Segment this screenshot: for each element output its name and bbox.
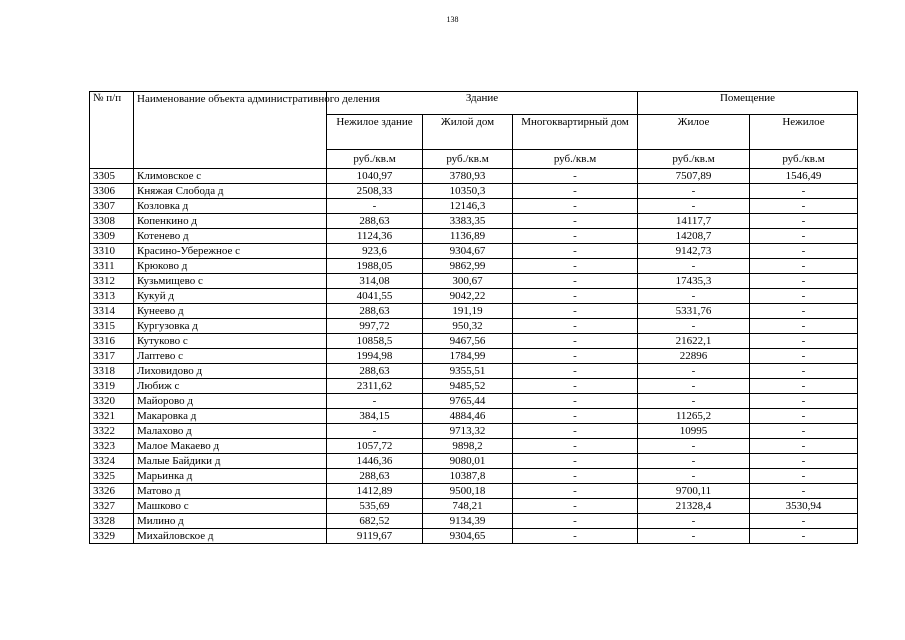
table-row (90, 409, 858, 424)
nonresidential-premises-price: - (750, 439, 858, 454)
apartment-building-price: - (513, 349, 638, 364)
residential-house-price: 9765,44 (423, 394, 513, 409)
residential-house-price: 300,67 (423, 274, 513, 289)
nonresidential-premises-price: - (750, 214, 858, 229)
apartment-building-price: - (513, 214, 638, 229)
table-body (90, 169, 858, 544)
row-number: 3312 (90, 274, 134, 289)
header-nonresidential-premises: Нежилое (750, 115, 858, 150)
object-name: Княжая Слобода д (134, 184, 327, 199)
nonresidential-premises-price: - (750, 289, 858, 304)
row-number: 3311 (90, 259, 134, 274)
object-name: Машково с (134, 499, 327, 514)
apartment-building-price: - (513, 229, 638, 244)
apartment-building-price: - (513, 394, 638, 409)
residential-house-price: 9304,65 (423, 529, 513, 544)
object-name: Любиж с (134, 379, 327, 394)
nonresidential-premises-price: - (750, 274, 858, 289)
nonresidential-building-price: 1040,97 (327, 169, 423, 184)
object-name: Лиховидово д (134, 364, 327, 379)
residential-house-price: 3383,35 (423, 214, 513, 229)
nonresidential-building-price: 997,72 (327, 319, 423, 334)
residential-house-price: 9500,18 (423, 484, 513, 499)
row-number: 3308 (90, 214, 134, 229)
residential-premises-price: - (638, 364, 750, 379)
residential-premises-price: - (638, 319, 750, 334)
apartment-building-price: - (513, 529, 638, 544)
object-name: Милино д (134, 514, 327, 529)
nonresidential-building-price: 1994,98 (327, 349, 423, 364)
residential-premises-price: 21622,1 (638, 334, 750, 349)
residential-premises-price: 5331,76 (638, 304, 750, 319)
residential-premises-price: 14208,7 (638, 229, 750, 244)
residential-premises-price: 21328,4 (638, 499, 750, 514)
apartment-building-price: - (513, 274, 638, 289)
nonresidential-building-price: 288,63 (327, 364, 423, 379)
nonresidential-building-price: 1124,36 (327, 229, 423, 244)
nonresidential-building-price: - (327, 424, 423, 439)
table-row (90, 379, 858, 394)
nonresidential-premises-price: - (750, 184, 858, 199)
apartment-building-price: - (513, 304, 638, 319)
object-name: Марьинка д (134, 469, 327, 484)
nonresidential-premises-price: - (750, 334, 858, 349)
row-number: 3316 (90, 334, 134, 349)
residential-premises-price: - (638, 529, 750, 544)
header-premises: Помещение (638, 92, 858, 115)
apartment-building-price: - (513, 289, 638, 304)
nonresidential-premises-price: 1546,49 (750, 169, 858, 184)
row-number: 3317 (90, 349, 134, 364)
residential-house-price: 1784,99 (423, 349, 513, 364)
header-building: Здание (327, 92, 638, 115)
table-row (90, 454, 858, 469)
apartment-building-price: - (513, 199, 638, 214)
apartment-building-price: - (513, 514, 638, 529)
residential-premises-price: 22896 (638, 349, 750, 364)
row-number: 3327 (90, 499, 134, 514)
nonresidential-building-price: 1057,72 (327, 439, 423, 454)
object-name: Кукуй д (134, 289, 327, 304)
row-number: 3324 (90, 454, 134, 469)
residential-house-price: 9355,51 (423, 364, 513, 379)
row-number: 3320 (90, 394, 134, 409)
nonresidential-premises-price: - (750, 199, 858, 214)
nonresidential-building-price: 288,63 (327, 214, 423, 229)
row-number: 3323 (90, 439, 134, 454)
residential-premises-price: - (638, 259, 750, 274)
row-number: 3328 (90, 514, 134, 529)
table-row (90, 244, 858, 259)
nonresidential-building-price: 10858,5 (327, 334, 423, 349)
object-name: Климовское с (134, 169, 327, 184)
apartment-building-price: - (513, 244, 638, 259)
apartment-building-price: - (513, 169, 638, 184)
apartment-building-price: - (513, 454, 638, 469)
nonresidential-premises-price: - (750, 229, 858, 244)
residential-premises-price: - (638, 289, 750, 304)
row-number: 3319 (90, 379, 134, 394)
table-row (90, 439, 858, 454)
table-row (90, 229, 858, 244)
row-number: 3306 (90, 184, 134, 199)
table-row (90, 499, 858, 514)
nonresidential-premises-price: 3530,94 (750, 499, 858, 514)
nonresidential-building-price: 2508,33 (327, 184, 423, 199)
apartment-building-price: - (513, 484, 638, 499)
table-row (90, 274, 858, 289)
nonresidential-premises-price: - (750, 514, 858, 529)
residential-premises-price: - (638, 454, 750, 469)
apartment-building-price: - (513, 364, 638, 379)
object-name: Кунеево д (134, 304, 327, 319)
nonresidential-building-price: 4041,55 (327, 289, 423, 304)
row-number: 3326 (90, 484, 134, 499)
row-number: 3315 (90, 319, 134, 334)
residential-premises-price: - (638, 379, 750, 394)
residential-house-price: 9862,99 (423, 259, 513, 274)
nonresidential-premises-price: - (750, 244, 858, 259)
row-number: 3314 (90, 304, 134, 319)
residential-premises-price: 7507,89 (638, 169, 750, 184)
residential-premises-price: - (638, 199, 750, 214)
table-row (90, 364, 858, 379)
apartment-building-price: - (513, 499, 638, 514)
table-row (90, 484, 858, 499)
nonresidential-building-price: - (327, 394, 423, 409)
apartment-building-price: - (513, 379, 638, 394)
residential-house-price: 191,19 (423, 304, 513, 319)
unit-cell: руб./кв.м (423, 150, 513, 169)
nonresidential-premises-price: - (750, 529, 858, 544)
residential-house-price: 10350,3 (423, 184, 513, 199)
table-row (90, 514, 858, 529)
nonresidential-building-price: 682,52 (327, 514, 423, 529)
page-number: 138 (446, 15, 459, 24)
nonresidential-premises-price: - (750, 304, 858, 319)
object-name: Крюково д (134, 259, 327, 274)
table-row (90, 319, 858, 334)
row-number: 3325 (90, 469, 134, 484)
nonresidential-premises-price: - (750, 409, 858, 424)
residential-house-price: 3780,93 (423, 169, 513, 184)
apartment-building-price: - (513, 319, 638, 334)
row-number: 3321 (90, 409, 134, 424)
residential-premises-price: - (638, 439, 750, 454)
residential-house-price: 9080,01 (423, 454, 513, 469)
residential-house-price: 9485,52 (423, 379, 513, 394)
apartment-building-price: - (513, 409, 638, 424)
nonresidential-premises-price: - (750, 364, 858, 379)
apartment-building-price: - (513, 184, 638, 199)
nonresidential-building-price: 384,15 (327, 409, 423, 424)
nonresidential-building-price: 288,63 (327, 469, 423, 484)
nonresidential-building-price: 9119,67 (327, 529, 423, 544)
object-name: Матово д (134, 484, 327, 499)
residential-premises-price: 9700,11 (638, 484, 750, 499)
residential-premises-price: - (638, 184, 750, 199)
row-number: 3310 (90, 244, 134, 259)
object-name: Кутуково с (134, 334, 327, 349)
residential-premises-price: - (638, 394, 750, 409)
apartment-building-price: - (513, 334, 638, 349)
residential-house-price: 1136,89 (423, 229, 513, 244)
residential-house-price: 4884,46 (423, 409, 513, 424)
table-row (90, 424, 858, 439)
unit-cell: руб./кв.м (327, 150, 423, 169)
header-residential-house: Жилой дом (423, 115, 513, 150)
header-nonresidential-building: Нежилое здание (327, 115, 423, 150)
header-object-name: Наименование объекта административного деления (134, 92, 327, 169)
table-row (90, 184, 858, 199)
residential-house-price: 748,21 (423, 499, 513, 514)
nonresidential-building-price: 314,08 (327, 274, 423, 289)
object-name: Котенево д (134, 229, 327, 244)
nonresidential-premises-price: - (750, 484, 858, 499)
row-number: 3313 (90, 289, 134, 304)
table-row (90, 469, 858, 484)
row-number: 3322 (90, 424, 134, 439)
table-row (90, 529, 858, 544)
object-name: Козловка д (134, 199, 327, 214)
nonresidential-premises-price: - (750, 319, 858, 334)
nonresidential-premises-price: - (750, 349, 858, 364)
row-number: 3318 (90, 364, 134, 379)
residential-premises-price: - (638, 514, 750, 529)
table-row (90, 304, 858, 319)
object-name: Макаровка д (134, 409, 327, 424)
table-row (90, 289, 858, 304)
valuation-table (89, 91, 858, 544)
object-name: Кузьмищево с (134, 274, 327, 289)
nonresidential-premises-price: - (750, 469, 858, 484)
nonresidential-premises-price: - (750, 454, 858, 469)
object-name: Лаптево с (134, 349, 327, 364)
object-name: Кургузовка д (134, 319, 327, 334)
object-name: Майорово д (134, 394, 327, 409)
nonresidential-building-price: 2311,62 (327, 379, 423, 394)
row-number: 3307 (90, 199, 134, 214)
table-row (90, 334, 858, 349)
residential-house-price: 9042,22 (423, 289, 513, 304)
residential-house-price: 9467,56 (423, 334, 513, 349)
apartment-building-price: - (513, 424, 638, 439)
header-row-groups (90, 92, 858, 115)
object-name: Копенкино д (134, 214, 327, 229)
table-row (90, 259, 858, 274)
nonresidential-building-price: 288,63 (327, 304, 423, 319)
residential-house-price: 9713,32 (423, 424, 513, 439)
nonresidential-building-price: 1446,36 (327, 454, 423, 469)
residential-house-price: 9134,39 (423, 514, 513, 529)
residential-house-price: 12146,3 (423, 199, 513, 214)
apartment-building-price: - (513, 259, 638, 274)
table-row (90, 394, 858, 409)
nonresidential-building-price: - (327, 199, 423, 214)
nonresidential-building-price: 923,6 (327, 244, 423, 259)
table-row (90, 199, 858, 214)
nonresidential-building-price: 1988,05 (327, 259, 423, 274)
header-apartment-building: Многоквартирный дом (513, 115, 638, 150)
row-number: 3329 (90, 529, 134, 544)
nonresidential-building-price: 535,69 (327, 499, 423, 514)
nonresidential-premises-price: - (750, 259, 858, 274)
residential-house-price: 10387,8 (423, 469, 513, 484)
residential-premises-price: - (638, 469, 750, 484)
residential-premises-price: 10995 (638, 424, 750, 439)
table-row (90, 169, 858, 184)
header-number: № п/п (90, 92, 134, 169)
header-residential-premises: Жилое (638, 115, 750, 150)
object-name: Малые Байдики д (134, 454, 327, 469)
nonresidential-building-price: 1412,89 (327, 484, 423, 499)
unit-cell: руб./кв.м (750, 150, 858, 169)
apartment-building-price: - (513, 439, 638, 454)
residential-house-price: 9898,2 (423, 439, 513, 454)
table-row (90, 214, 858, 229)
object-name: Малахово д (134, 424, 327, 439)
unit-cell: руб./кв.м (638, 150, 750, 169)
object-name: Михайловское д (134, 529, 327, 544)
residential-premises-price: 17435,3 (638, 274, 750, 289)
row-number: 3309 (90, 229, 134, 244)
apartment-building-price: - (513, 469, 638, 484)
unit-cell: руб./кв.м (513, 150, 638, 169)
residential-premises-price: 9142,73 (638, 244, 750, 259)
residential-premises-price: 14117,7 (638, 214, 750, 229)
table-row (90, 349, 858, 364)
nonresidential-premises-price: - (750, 379, 858, 394)
residential-premises-price: 11265,2 (638, 409, 750, 424)
row-number: 3305 (90, 169, 134, 184)
nonresidential-premises-price: - (750, 394, 858, 409)
nonresidential-premises-price: - (750, 424, 858, 439)
object-name: Малое Макаево д (134, 439, 327, 454)
residential-house-price: 950,32 (423, 319, 513, 334)
residential-house-price: 9304,67 (423, 244, 513, 259)
object-name: Красино-Убережное с (134, 244, 327, 259)
